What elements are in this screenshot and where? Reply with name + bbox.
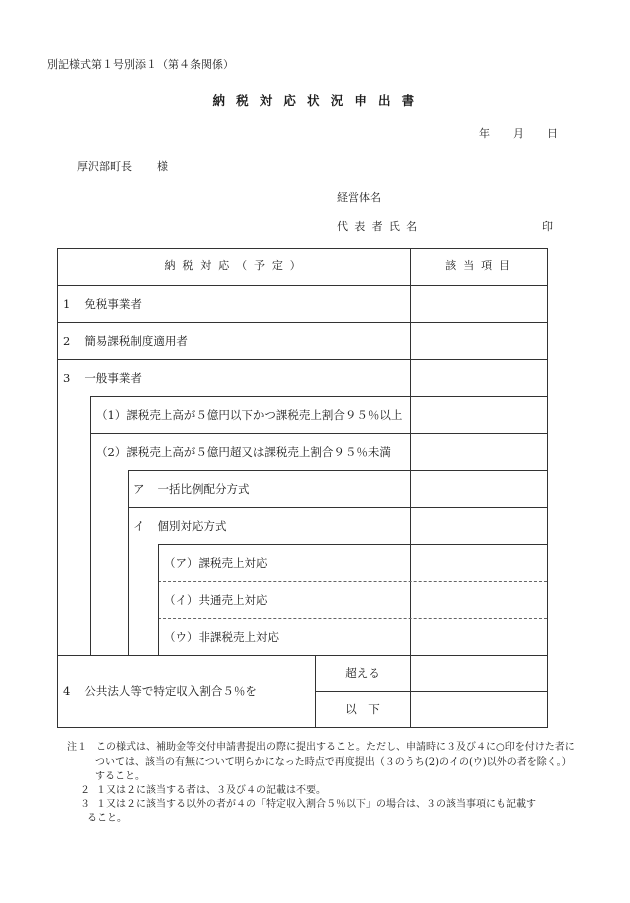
- row-label: 個別対応方式: [157, 519, 227, 533]
- note-line: ること。: [87, 813, 127, 824]
- note-line: １又は２に該当する以外の者が４の「特定収入割合５％以下」の場合は、３の該当事項にも記載す: [96, 799, 536, 810]
- row-label: 簡易課税制度適用者: [84, 334, 188, 348]
- table-row-sub-i: [164, 592, 268, 608]
- note-line: この様式は、補助金等交付申請書提出の際に提出すること。ただし、申請時に３及び４に○印を付けた者に: [96, 742, 575, 753]
- row-label: 一括比例配分方式: [157, 482, 250, 496]
- table-row-simplified: [63, 333, 188, 349]
- row-label: 公共法人等で特定収入割合５％を: [84, 684, 257, 698]
- table-row-method-a: [133, 481, 250, 497]
- table-row-general-1: [96, 407, 402, 423]
- note-marker: 注１: [67, 742, 87, 753]
- applicable-cell-row-sub-i: [411, 582, 547, 618]
- row-number: 1: [63, 297, 71, 311]
- table-indent-rule: [158, 544, 159, 655]
- applicable-cell-row-i: [411, 508, 547, 544]
- note-line: １又は２に該当する者は、３及び４の記載は不要。: [96, 785, 326, 796]
- row-number: （ア）: [164, 556, 199, 570]
- row-number: 2: [63, 334, 71, 348]
- date-day-label: 日: [547, 127, 558, 140]
- table-row-general: [63, 370, 142, 386]
- applicable-cell-or-less: [411, 692, 547, 727]
- table-row-sub-u: [164, 629, 279, 645]
- row-number: （1）: [96, 408, 127, 422]
- applicable-cell-row-a: [411, 471, 547, 507]
- document-title: 納 税 対 応 状 況 申 出 書: [212, 93, 418, 108]
- form-reference: 別記様式第１号別添１（第４条関係）: [47, 58, 234, 71]
- row-number: ア: [133, 482, 145, 496]
- row-number: （イ）: [164, 593, 199, 607]
- row-label: 課税売上対応: [198, 556, 268, 570]
- addressee-name: 厚沢部町長: [77, 160, 132, 173]
- table-indent-rule: [128, 470, 129, 655]
- row-label: 共通売上対応: [198, 593, 268, 607]
- row-label: 免税事業者: [84, 297, 142, 311]
- table-header-category: 納 税 対 応 （ 予 定 ）: [164, 259, 303, 272]
- table-indent-rule: [90, 396, 91, 655]
- applicable-cell-row-3-1: [411, 397, 547, 433]
- note-marker: ２: [80, 785, 90, 796]
- addressee-honorific: 様: [157, 160, 168, 173]
- row-number: イ: [133, 519, 145, 533]
- table-row-method-i: [133, 518, 227, 534]
- applicable-cell-row-2: [411, 323, 547, 359]
- note-line: すること。: [95, 771, 145, 782]
- note-line: ついては、該当の有無について明らかになった時点で再度提出（３のうち(2)のイの(ウ)以外の者を除く。）: [95, 757, 572, 768]
- table-row-exempt: [63, 296, 142, 312]
- row-number: （ウ）: [164, 630, 199, 644]
- row-number: 4: [63, 684, 71, 698]
- applicable-cell-row-sub-a: [411, 545, 547, 581]
- table-row-general-2: [96, 444, 391, 460]
- applicable-cell-row-sub-u: [411, 619, 547, 655]
- row-label: 一般事業者: [84, 371, 142, 385]
- option-exceeds: 超える: [345, 666, 380, 680]
- business-name-label: 経営体名: [337, 191, 381, 204]
- table-row-sub-a: [164, 555, 268, 571]
- note-marker: ３: [80, 799, 90, 810]
- option-or-less: 以 下: [345, 702, 380, 716]
- row-number: 3: [63, 371, 71, 385]
- applicable-cell-row-3: [411, 360, 547, 396]
- date-year-label: 年: [479, 127, 490, 140]
- seal-label: 印: [542, 220, 553, 233]
- table-row-public-corp: [63, 683, 257, 699]
- applicable-cell-row-1: [411, 286, 547, 322]
- table-header-applicable: 該 当 項 目: [445, 259, 512, 272]
- representative-label: 代 表 者 氏 名: [337, 220, 419, 233]
- row-number: （2）: [96, 445, 127, 459]
- row-label: 課税売上高が５億円以下かつ課税売上割合９５％以上: [126, 408, 403, 422]
- row-label: 非課税売上対応: [198, 630, 279, 644]
- applicable-cell-row-3-2: [411, 434, 547, 470]
- applicable-cell-exceeds: [411, 656, 547, 691]
- date-month-label: 月: [513, 127, 524, 140]
- row-label: 課税売上高が５億円超又は課税売上割合９５％未満: [126, 445, 391, 459]
